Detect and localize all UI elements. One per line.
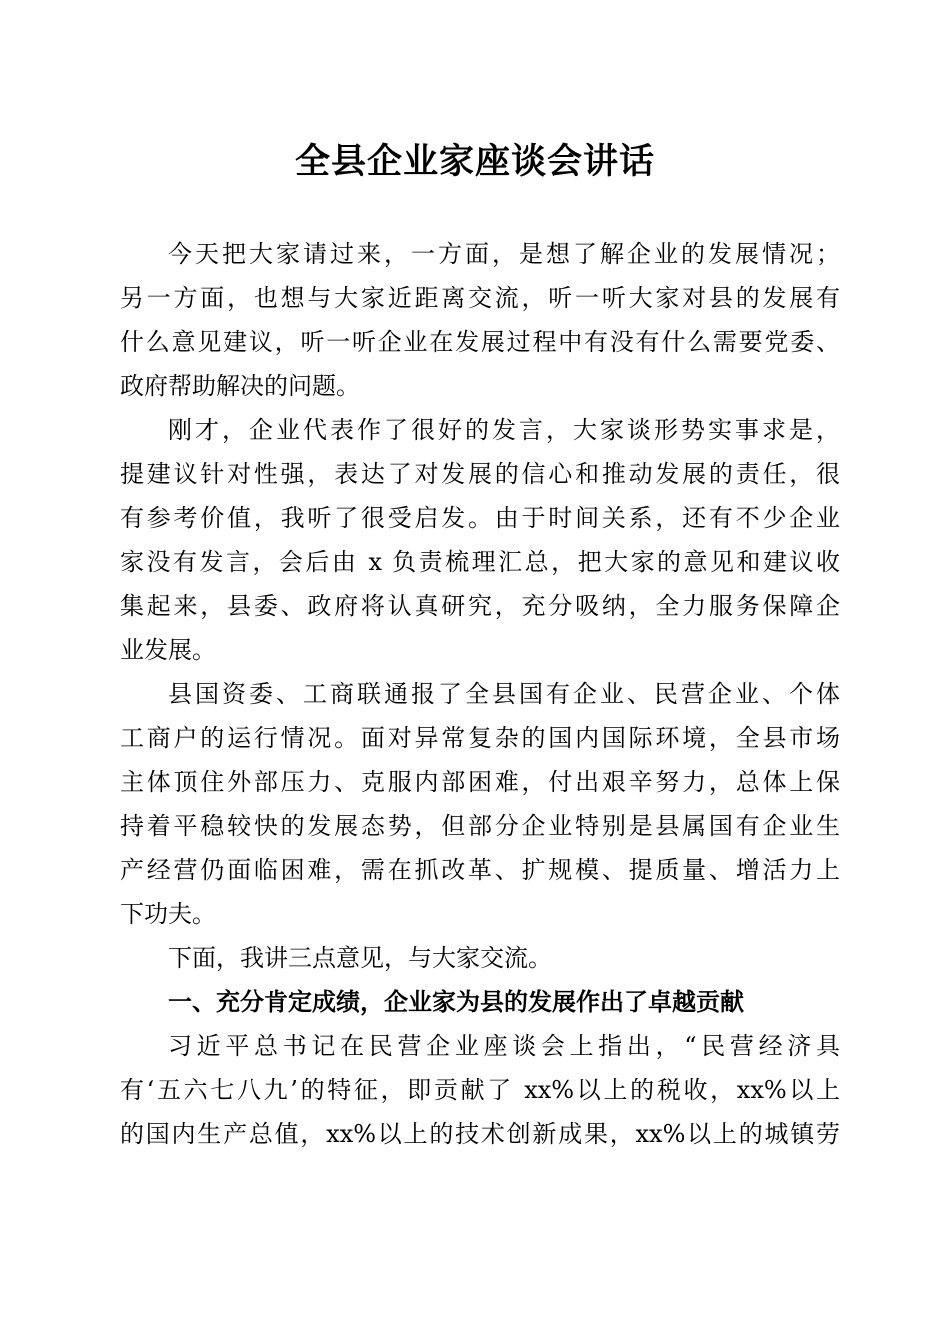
paragraph-line: 什么意见建议，听一听企业在发展过程中有没有什么需要党委、: [120, 328, 840, 356]
paragraph-line: 持着平稳较快的发展态势，但部分企业特别是县属国有企业生: [120, 812, 840, 840]
paragraph-line: 县国资委、工商联通报了全县国有企业、民营企业、个体: [168, 680, 840, 708]
paragraph-line: 主体顶住外部压力、克服内部困难，付出艰辛努力，总体上保: [120, 768, 840, 796]
paragraph-line: 下面，我讲三点意见，与大家交流。: [168, 944, 552, 972]
paragraph-line: 下功夫。: [120, 900, 216, 928]
paragraph-line: 的国内生产总值，xx%以上的技术创新成果，xx%以上的城镇劳: [120, 1120, 840, 1148]
paragraph-line: 集起来，县委、政府将认真研究，充分吸纳，全力服务保障企: [120, 592, 840, 620]
section-heading: 一、充分肯定成绩，企业家为县的发展作出了卓越贡献: [168, 988, 744, 1016]
paragraph-line: 家没有发言，会后由 x 负责梳理汇总，把大家的意见和建议收: [120, 548, 840, 576]
paragraph-line: 有‘五六七八九’的特征，即贡献了 xx%以上的税收，xx%以上: [120, 1076, 840, 1104]
paragraph-line: 工商户的运行情况。面对异常复杂的国内国际环境，全县市场: [120, 724, 840, 752]
paragraph-line: 刚才，企业代表作了很好的发言，大家谈形势实事求是，: [168, 416, 840, 444]
paragraph-line: 产经营仍面临困难，需在抓改革、扩规模、提质量、增活力上: [120, 856, 840, 884]
paragraph-line: 业发展。: [120, 636, 216, 664]
paragraph-line: 提建议针对性强，表达了对发展的信心和推动发展的责任，很: [120, 460, 840, 488]
paragraph-line: 另一方面，也想与大家近距离交流，听一听大家对县的发展有: [120, 284, 840, 312]
paragraph-line: 政府帮助解决的问题。: [120, 372, 360, 400]
document-title: 全县企业家座谈会讲话: [294, 141, 655, 182]
paragraph-line: 今天把大家请过来，一方面，是想了解企业的发展情况；: [168, 240, 840, 268]
paragraph-line: 习近平总书记在民营企业座谈会上指出，“民营经济具: [168, 1032, 840, 1060]
paragraph-line: 有参考价值，我听了很受启发。由于时间关系，还有不少企业: [120, 504, 840, 532]
